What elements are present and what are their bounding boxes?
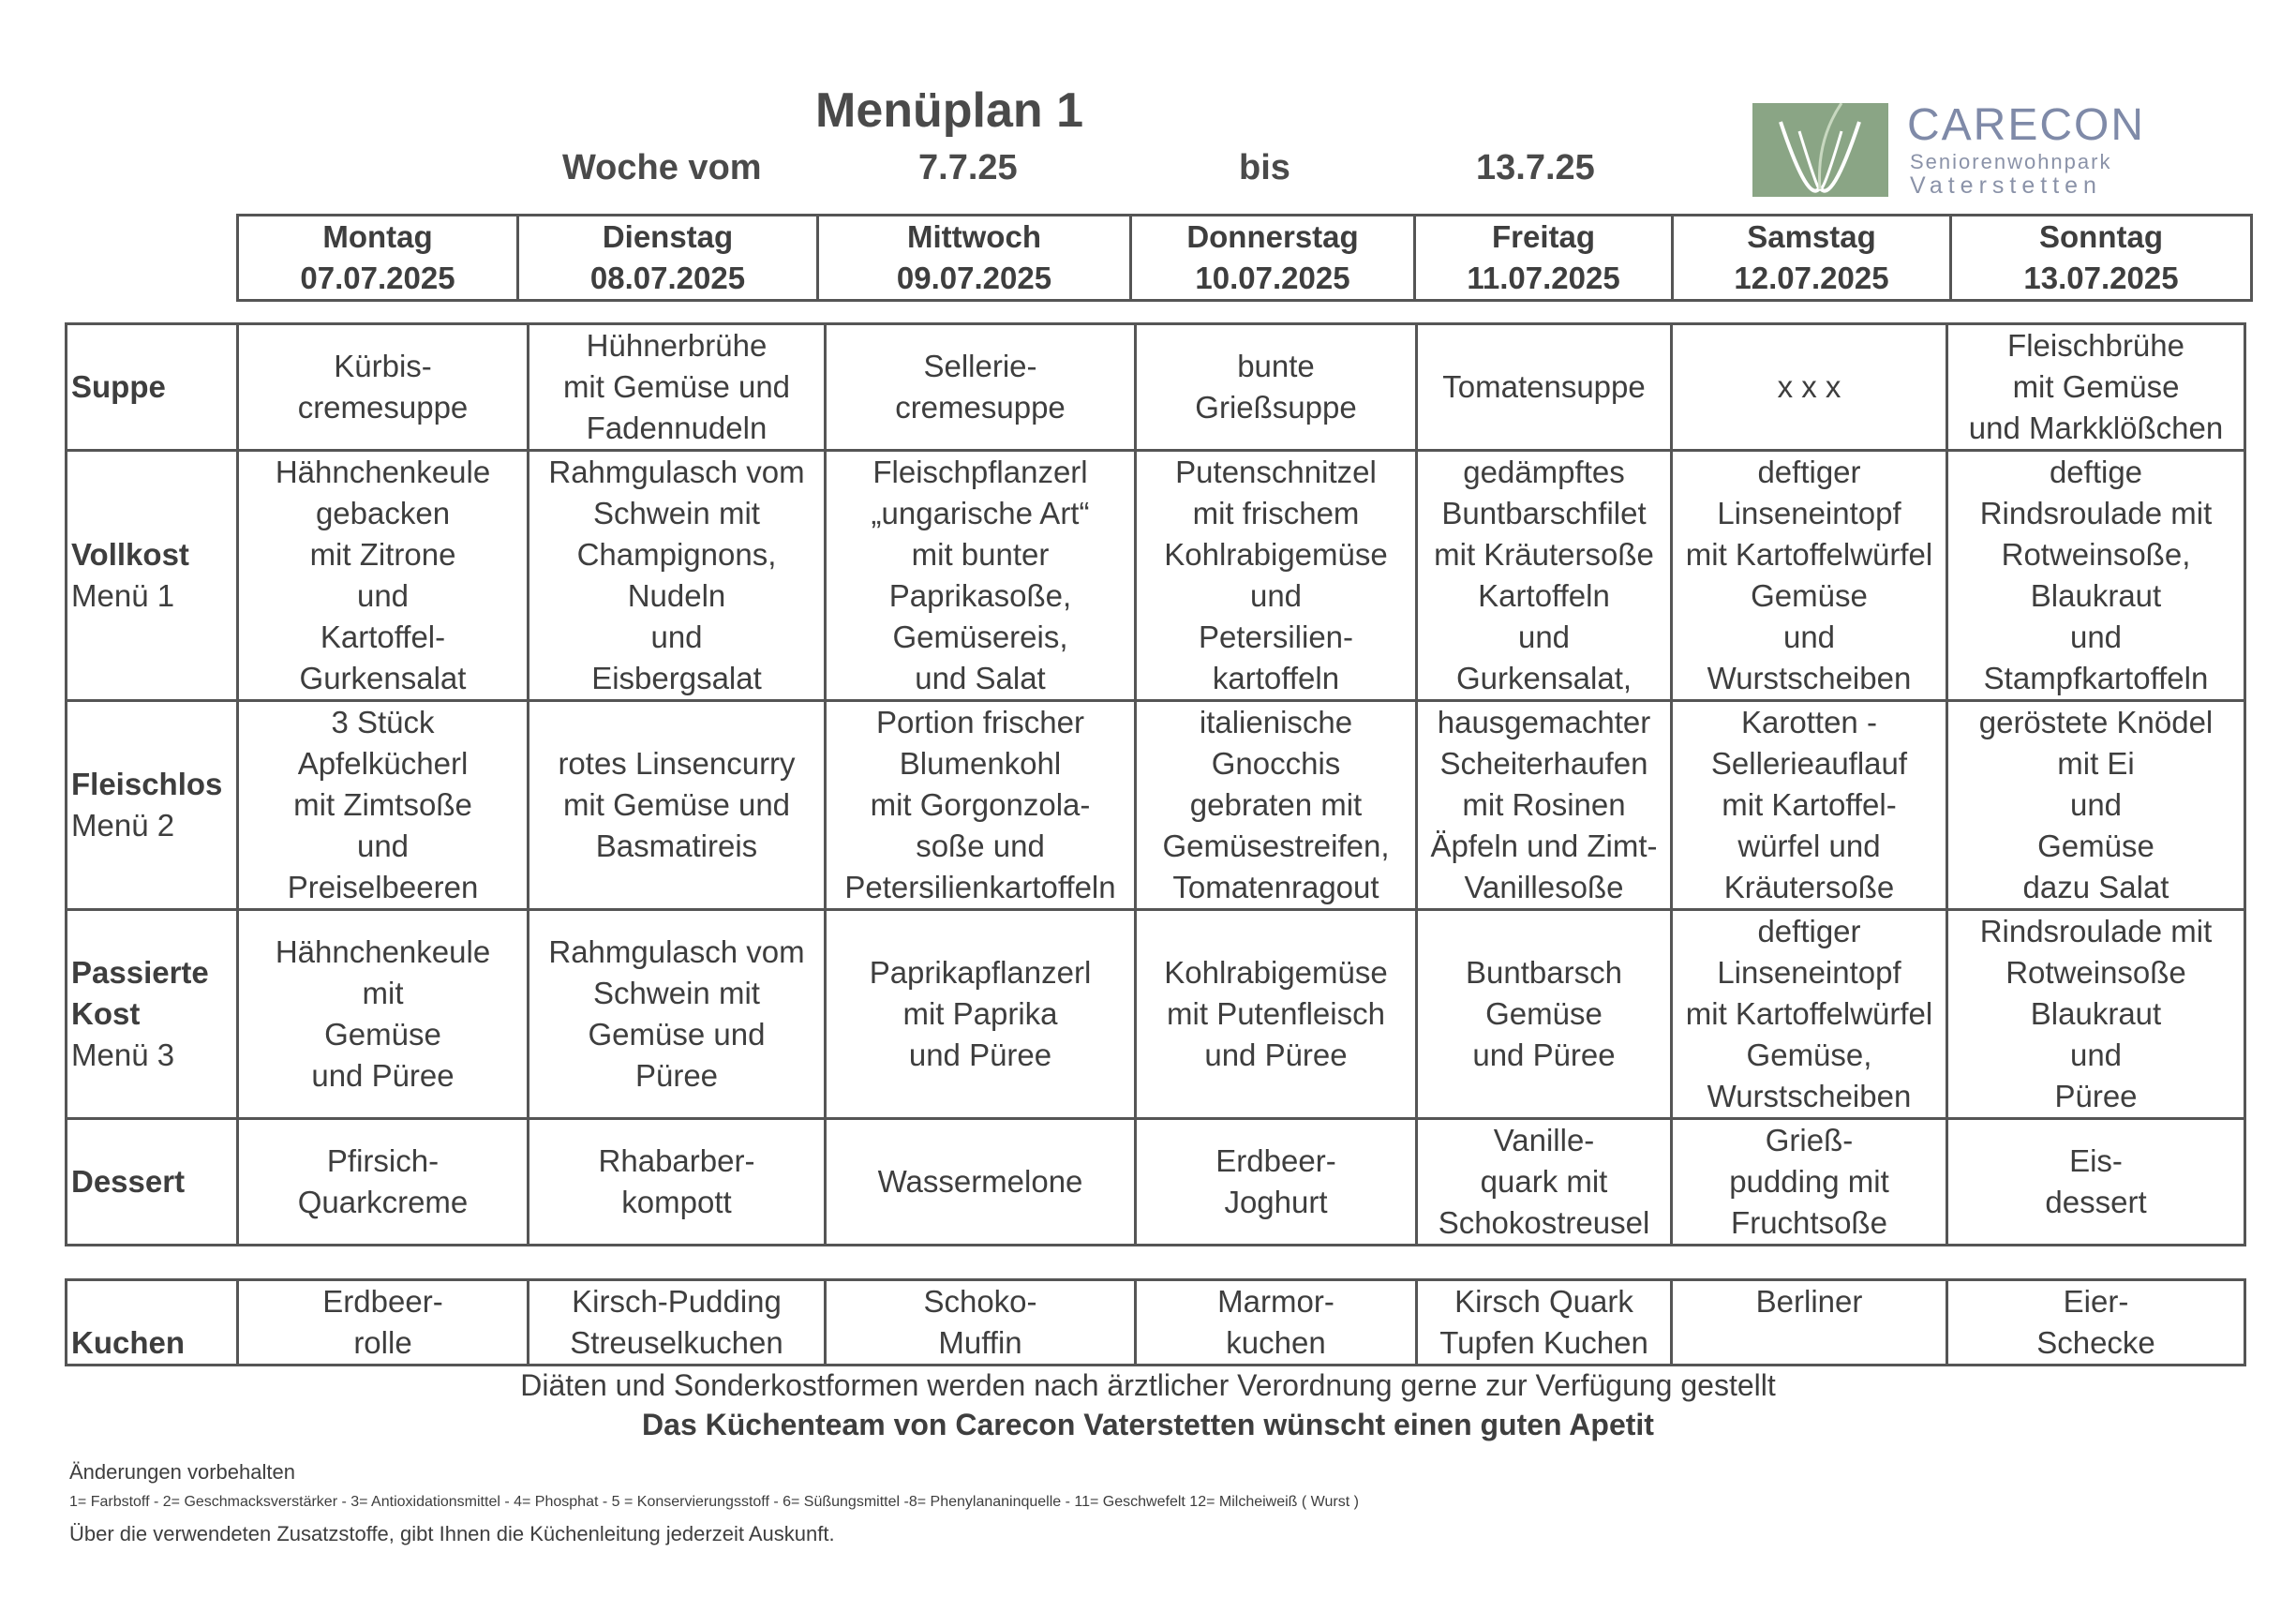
menu-cell-line: 3 Stück [331, 705, 435, 739]
menu-cell-line: Kräutersoße [1723, 870, 1895, 904]
menu-cell-line: Schwein mit [593, 496, 760, 530]
menu-cell [826, 910, 1136, 1119]
menu-cell-line: Rindsroulade mit [1979, 496, 2213, 530]
kuchen-cell [1947, 1280, 2245, 1366]
menu-cell-line: und [2069, 1037, 2123, 1072]
logo-subtitle: Seniorenwohnpark [1910, 150, 2112, 173]
kuchen-cell-line: Kirsch-Pudding [572, 1284, 782, 1319]
menu-cell-line: mit Paprika [902, 996, 1058, 1031]
menu-cell-line: und [1249, 578, 1303, 613]
logo-mark-icon [1752, 103, 1888, 197]
menu-cell [1417, 701, 1672, 910]
kuchen-cell [529, 1280, 826, 1366]
menu-cell-line: mit Gemüse und [562, 369, 791, 404]
menu-cell-line: bunte [1237, 349, 1315, 383]
day-name: Dienstag [602, 219, 734, 254]
additives-info: Über die verwendeten Zusatzstoffe, gibt Ihnen die Küchenleitung jederzeit Auskunft. [69, 1522, 835, 1545]
menu-cell-line: mit Gemüse und [562, 787, 791, 822]
menu-cell-line: mit Kartoffelwürfel [1685, 537, 1933, 572]
menu-cell-line: Gemüse und [588, 1017, 766, 1052]
menu-cell-line: Hühnerbrühe [586, 328, 768, 363]
kuchen-cell [1417, 1280, 1672, 1366]
day-name: Montag [322, 219, 433, 254]
kuchen-cell-line: Tupfen Kuchen [1439, 1325, 1648, 1360]
menu-cell-line: gebraten mit [1189, 787, 1363, 822]
menu-cell-line: Petersilienkartoffeln [844, 870, 1116, 904]
menu-cell-line: Gemüse [1751, 578, 1868, 613]
kuchen-cell [1672, 1280, 1947, 1366]
menu-cell-line: und [356, 578, 410, 613]
kuchen-cell-line: Erdbeer- [322, 1284, 443, 1319]
day-name: Donnerstag [1186, 219, 1359, 254]
menu-cell-line: Paprikasoße, [888, 578, 1072, 613]
day-header-5 [1415, 216, 1673, 301]
menu-cell [238, 910, 529, 1119]
menu-cell [1136, 324, 1417, 451]
menu-cell-line: Erdbeer- [1215, 1143, 1336, 1178]
menu-cell-line: mit Zimtsoße [293, 787, 472, 822]
menu-cell-line: und [2069, 787, 2123, 822]
menu-cell [238, 1119, 529, 1246]
menu-cell-line: Kürbis- [334, 349, 432, 383]
menu-cell-line: Fleischpflanzerl [872, 455, 1088, 489]
menu-cell [1672, 451, 1947, 701]
menu-cell [1417, 451, 1672, 701]
menu-cell-line: würfel und [1737, 828, 1881, 863]
menu-cell-line: mit Gorgonzola- [870, 787, 1091, 822]
menu-cell-line: deftiger [1757, 455, 1861, 489]
menu-cell [1672, 324, 1947, 451]
menu-cell-line: Gurkensalat [299, 661, 467, 695]
menu-cell-line: Rahmgulasch vom [548, 934, 805, 969]
menu-cell-line: Linseneintopf [1717, 955, 1901, 990]
logo-location: Vaterstetten [1910, 172, 2102, 199]
menu-cell [238, 324, 529, 451]
row-label [67, 324, 238, 451]
greeting: Das Küchenteam von Carecon Vaterstetten wünscht einen guten Apetit [642, 1408, 1654, 1441]
kuchen-cell-line: rolle [353, 1325, 412, 1360]
day-name: Sonntag [2039, 219, 2163, 254]
menu-cell-line: quark mit [1480, 1164, 1608, 1199]
menu-cell-line: Tomatenragout [1172, 870, 1379, 904]
menu-cell-line: Gemüse [324, 1017, 441, 1052]
menu-cell-line: Apfelkücherl [297, 746, 469, 781]
menu-cell-line: Sellerie- [923, 349, 1037, 383]
menu-cell [1136, 1119, 1417, 1246]
menu-cell-line: und Püree [1204, 1037, 1348, 1072]
menu-cell-line: mit Zitrone [309, 537, 456, 572]
menu-row [67, 1119, 2245, 1246]
row-label [67, 1119, 238, 1246]
menu-cell-line: Stampfkartoffeln [1983, 661, 2209, 695]
menu-cell [1417, 1119, 1672, 1246]
menu-cell-line: Gurkensalat, [1455, 661, 1633, 695]
menu-row [67, 701, 2245, 910]
menu-cell-line: Portion frischer [876, 705, 1084, 739]
menu-cell [1947, 1119, 2245, 1246]
menu-cell-line: Püree [2054, 1079, 2138, 1113]
menu-cell-line: Basmatireis [595, 828, 758, 863]
menu-cell [529, 910, 826, 1119]
menu-cell-line: Blaukraut [2030, 578, 2162, 613]
menu-cell-line: und Püree [1472, 1037, 1616, 1072]
carecon-logo [1752, 75, 2174, 201]
menu-cell-line: und Salat [915, 661, 1046, 695]
menu-cell-line: Blaukraut [2030, 996, 2162, 1031]
menu-cell-line: mit [362, 976, 404, 1010]
menu-cell-line: Äpfeln und Zimt- [1430, 828, 1658, 863]
day-name: Samstag [1747, 219, 1876, 254]
menu-cell-line: x x x [1777, 369, 1841, 404]
row-label-line: Vollkost [71, 537, 189, 572]
menu-cell-line: kartoffeln [1212, 661, 1340, 695]
menu-cell [826, 701, 1136, 910]
menu-cell-line: gebacken [315, 496, 451, 530]
menu-cell-line: mit Kartoffelwürfel [1685, 996, 1933, 1031]
menu-cell-line: Putenschnitzel [1175, 455, 1377, 489]
menu-cell-line: Rotweinsoße [2005, 955, 2186, 990]
menu-cell-line: Petersilien- [1198, 619, 1354, 654]
menu-cell-line: deftige [2049, 455, 2143, 489]
menu-cell-line: Blumenkohl [899, 746, 1062, 781]
menu-cell-line: mit Putenfleisch [1167, 996, 1385, 1031]
row-label-line: Menü 2 [71, 808, 175, 843]
day-date: 10.07.2025 [1195, 261, 1350, 295]
menu-cell-line: und [1782, 619, 1836, 654]
menu-cell-line: Wurstscheiben [1707, 1079, 1912, 1113]
row-label-line: Kuchen [71, 1325, 186, 1360]
menu-cell [1947, 701, 2245, 910]
row-label [67, 1280, 238, 1366]
day-date: 12.07.2025 [1734, 261, 1889, 295]
menu-cell-line: Gemüse, [1746, 1037, 1872, 1072]
day-header-table [236, 214, 2253, 302]
menu-cell-line: soße und [916, 828, 1045, 863]
kuchen-cell-line: Marmor- [1217, 1284, 1334, 1319]
menu-cell-line: Schokostreusel [1438, 1205, 1650, 1240]
menu-cell-line: Karotten - [1741, 705, 1877, 739]
menu-cell [1947, 324, 2245, 451]
menu-cell-line: und Püree [311, 1058, 455, 1093]
page-title: Menüplan 1 [815, 83, 1084, 138]
menu-cell-line: Rotweinsoße, [2001, 537, 2191, 572]
menu-cell-line: Paprikapflanzerl [869, 955, 1092, 990]
menu-cell-line: Grießsuppe [1195, 390, 1357, 425]
menu-cell-line: Eisbergsalat [591, 661, 762, 695]
menu-cell-line: Vanillesoße [1464, 870, 1624, 904]
kuchen-row [67, 1280, 2245, 1366]
menu-row [67, 910, 2245, 1119]
menu-cell-line: hausgemachter [1437, 705, 1651, 739]
menu-cell [1672, 910, 1947, 1119]
menu-cell-line: Gemüsereis, [892, 619, 1068, 654]
menu-cell-line: mit Gemüse [2012, 369, 2180, 404]
menu-cell [529, 451, 826, 701]
menu-cell-line: mit Ei [2057, 746, 2135, 781]
kuchen-table [65, 1278, 2246, 1366]
menu-cell-line: und [2069, 619, 2123, 654]
menu-cell-line: gedämpftes [1463, 455, 1625, 489]
row-label-line: Menü 1 [71, 578, 175, 613]
additives-legend: 1= Farbstoff - 2= Geschmacksverstärker - 3= Antioxidationsmittel - 4= Phosphat - 5 = Konservierungsstoff - 6= Süßungsmittel -8= Phenylananinquelle - 11= Geschwefelt 12= Milcheiweiß ( Wurst ) [69, 1494, 1359, 1510]
row-label-line: Kost [71, 996, 141, 1031]
row-label [67, 451, 238, 701]
menu-cell-line: kompott [621, 1185, 732, 1219]
day-header-6 [1673, 216, 1951, 301]
menu-cell-line: pudding mit [1729, 1164, 1889, 1199]
menu-cell [529, 701, 826, 910]
menu-cell-line: Eis- [2069, 1143, 2123, 1178]
menu-cell-line: Joghurt [1224, 1185, 1328, 1219]
menu-cell-line: und Püree [908, 1037, 1052, 1072]
diet-note: Diäten und Sonderkostformen werden nach ärztlicher Verordnung gerne zur Verfügung gestellt [520, 1368, 1776, 1402]
menu-cell [1947, 910, 2245, 1119]
menu-cell-line: Rindsroulade mit [1979, 914, 2213, 948]
menu-cell-line: Hähnchenkeule [275, 455, 491, 489]
day-date: 08.07.2025 [589, 261, 746, 295]
menu-cell-line: Fruchtsoße [1731, 1205, 1887, 1240]
menu-cell [1672, 701, 1947, 910]
menu-cell-line: Gemüse [1485, 996, 1603, 1031]
day-date: 11.07.2025 [1467, 261, 1620, 295]
day-header-3 [818, 216, 1131, 301]
day-header-2 [518, 216, 818, 301]
menu-cell [1136, 701, 1417, 910]
menu-cell-line: Gemüsestreifen, [1162, 828, 1390, 863]
menu-cell-line: Nudeln [627, 578, 726, 613]
menu-cell-line: mit Rosinen [1462, 787, 1626, 822]
week-to: 13.7.25 [1476, 148, 1595, 187]
day-name: Freitag [1491, 219, 1596, 254]
menu-cell [1136, 451, 1417, 701]
menu-cell-line: „ungarische Art“ [871, 496, 1090, 530]
menu-cell-line: Wurstscheiben [1707, 661, 1912, 695]
menu-cell [529, 1119, 826, 1246]
menu-cell-line: und [356, 828, 410, 863]
kuchen-cell-line: Kirsch Quark [1454, 1284, 1633, 1319]
menu-cell-line: Wassermelone [877, 1164, 1083, 1199]
kuchen-cell [238, 1280, 529, 1366]
menu-cell-line: Quarkcreme [297, 1185, 469, 1219]
day-header-7 [1951, 216, 2252, 301]
row-label-line: Menü 3 [71, 1037, 175, 1072]
menu-cell-line: Rhabarber- [598, 1143, 755, 1178]
menu-cell [238, 701, 529, 910]
menu-cell-line: Gemüse [2037, 828, 2154, 863]
menu-cell-line: Linseneintopf [1717, 496, 1901, 530]
changes-note: Änderungen vorbehalten [69, 1460, 295, 1484]
menu-cell-line: Hähnchenkeule [275, 934, 491, 969]
menu-cell-line: Scheiterhaufen [1439, 746, 1648, 781]
menu-cell [238, 451, 529, 701]
menu-cell-line: und [1517, 619, 1571, 654]
menu-cell-line: geröstete Knödel [1978, 705, 2214, 739]
menu-cell [826, 451, 1136, 701]
logo-name: CARECON [1907, 100, 2146, 150]
menu-cell-line: mit Kartoffel- [1722, 787, 1897, 822]
menu-cell-line: Schwein mit [593, 976, 760, 1010]
menu-cell-line: Rahmgulasch vom [548, 455, 805, 489]
menu-cell-line: Fadennudeln [586, 410, 768, 445]
kuchen-cell-line: Muffin [938, 1325, 1022, 1360]
menu-cell [826, 1119, 1136, 1246]
day-header-1 [238, 216, 518, 301]
day-date: 09.07.2025 [896, 261, 1052, 295]
week-to-label: bis [1239, 148, 1290, 187]
menu-cell [826, 324, 1136, 451]
menu-cell-line: Preiselbeeren [287, 870, 479, 904]
menu-cell-line: dessert [2045, 1185, 2147, 1219]
menu-cell-line: rotes Linsencurry [558, 746, 796, 781]
menu-row [67, 324, 2245, 451]
row-label-line: Suppe [71, 369, 166, 404]
row-label-line: Fleischlos [71, 767, 223, 801]
menu-cell-line: Buntbarsch [1466, 955, 1622, 990]
menu-cell-line: cremesuppe [895, 390, 1066, 425]
menu-cell-line: deftiger [1757, 914, 1861, 948]
menu-cell [529, 324, 826, 451]
kuchen-cell-line: Schecke [2036, 1325, 2155, 1360]
kuchen-cell-line: Eier- [2063, 1284, 2129, 1319]
row-label-line: Dessert [71, 1164, 186, 1199]
menu-cell-line: und [650, 619, 703, 654]
menu-cell [1136, 910, 1417, 1119]
kuchen-cell-line: kuchen [1226, 1325, 1326, 1360]
menu-cell-line: Kohlrabigemüse [1164, 955, 1388, 990]
kuchen-cell-line: Schoko- [923, 1284, 1037, 1319]
day-header-4 [1131, 216, 1415, 301]
menu-cell-line: Vanille- [1493, 1123, 1595, 1157]
kuchen-cell [1136, 1280, 1417, 1366]
week-label: Woche vom [562, 148, 762, 187]
menu-cell-line: Sellerieauflauf [1710, 746, 1908, 781]
menu-cell-line: Grieß- [1765, 1123, 1854, 1157]
menu-cell [1417, 910, 1672, 1119]
menu-cell-line: Tomatensuppe [1442, 369, 1646, 404]
menu-table [65, 322, 2246, 1246]
menu-cell-line: Püree [634, 1058, 719, 1093]
menu-row [67, 451, 2245, 701]
menu-cell [1947, 451, 2245, 701]
menu-cell-line: mit Kräutersoße [1434, 537, 1654, 572]
menu-cell [1672, 1119, 1947, 1246]
menu-cell-line: Gnocchis [1211, 746, 1341, 781]
menu-cell-line: Kohlrabigemüse [1164, 537, 1388, 572]
row-label [67, 701, 238, 910]
row-label-line: Passierte [71, 955, 209, 990]
menu-cell-line: mit frischem [1192, 496, 1360, 530]
kuchen-cell [826, 1280, 1136, 1366]
menu-cell-line: dazu Salat [2022, 870, 2169, 904]
menu-cell-line: Fleischbrühe [2007, 328, 2184, 363]
menu-cell [1417, 324, 1672, 451]
row-label [67, 910, 238, 1119]
menu-cell-line: Champignons, [576, 537, 777, 572]
kuchen-cell-line: Berliner [1755, 1284, 1863, 1319]
menu-cell-line: Kartoffeln [1478, 578, 1610, 613]
menu-cell-line: Buntbarschfilet [1441, 496, 1647, 530]
kuchen-cell-line: Streuselkuchen [570, 1325, 783, 1360]
day-date: 07.07.2025 [300, 261, 455, 295]
menu-cell-line: und Markklößchen [1968, 410, 2224, 445]
menu-cell-line: mit bunter [911, 537, 1050, 572]
menu-cell-line: Pfirsich- [326, 1143, 440, 1178]
menu-cell-line: cremesuppe [297, 390, 469, 425]
day-date: 13.07.2025 [2023, 261, 2179, 295]
menu-cell-line: Kartoffel- [320, 619, 446, 654]
day-name: Mittwoch [907, 219, 1041, 254]
week-from: 7.7.25 [918, 148, 1018, 187]
menu-cell-line: italienische [1199, 705, 1353, 739]
